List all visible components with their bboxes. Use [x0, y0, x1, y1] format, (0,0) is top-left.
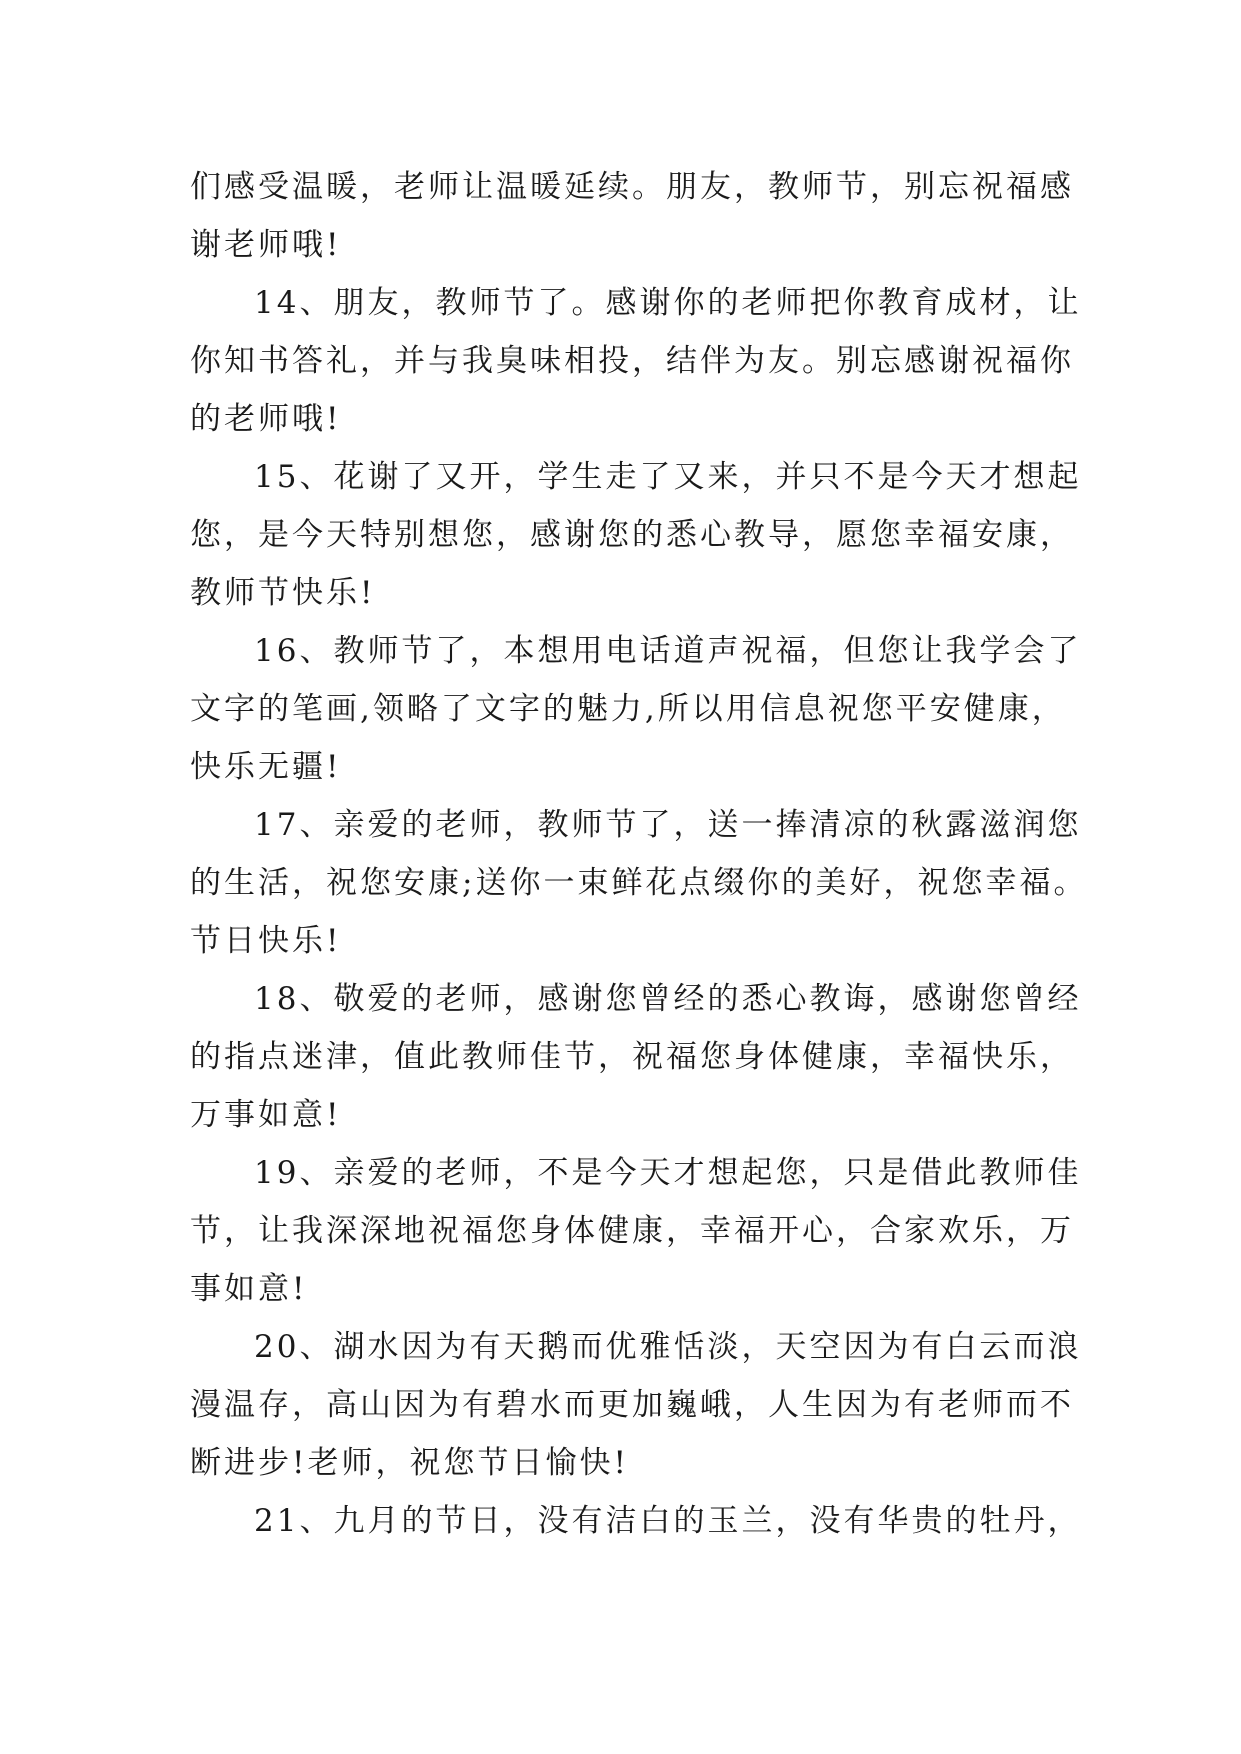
text-line: 20、湖水因为有天鹅而优雅恬淡，天空因为有白云而浪	[254, 1329, 1082, 1365]
text-line: 万事如意!	[190, 1097, 342, 1133]
text-line: 的生活，祝您安康;送你一束鲜花点缀你的美好，祝您幸福。	[190, 865, 1088, 901]
text-line: 21、九月的节日，没有洁白的玉兰，没有华贵的牡丹，	[254, 1503, 1082, 1539]
text-line: 漫温存，高山因为有碧水而更加巍峨，人生因为有老师而不	[190, 1387, 1074, 1423]
text-line: 16、教师节了，本想用电话道声祝福，但您让我学会了	[254, 633, 1082, 669]
text-line: 15、花谢了又开，学生走了又来，并只不是今天才想起	[254, 459, 1082, 495]
text-line: 谢老师哦!	[190, 227, 342, 263]
text-line: 节，让我深深地祝福您身体健康，幸福开心，合家欢乐，万	[190, 1213, 1074, 1249]
text-line: 您，是今天特别想您，感谢您的悉心教导，愿您幸福安康，	[190, 517, 1074, 553]
text-line: 节日快乐!	[190, 923, 342, 959]
text-line: 的指点迷津，值此教师佳节，祝福您身体健康，幸福快乐，	[190, 1039, 1074, 1075]
text-line: 快乐无疆!	[190, 749, 342, 785]
text-line: 们感受温暖，老师让温暖延续。朋友，教师节，别忘祝福感	[190, 169, 1074, 205]
text-line: 你知书答礼，并与我臭味相投，结伴为友。别忘感谢祝福你	[190, 343, 1074, 379]
text-line: 教师节快乐!	[190, 575, 376, 611]
text-line: 18、敬爱的老师，感谢您曾经的悉心教诲，感谢您曾经	[254, 981, 1082, 1017]
text-line: 17、亲爱的老师，教师节了，送一捧清凉的秋露滋润您	[254, 807, 1082, 843]
text-line: 事如意!	[190, 1271, 308, 1307]
text-line: 文字的笔画,领略了文字的魅力,所以用信息祝您平安健康，	[190, 691, 1066, 727]
document-body	[190, 158, 1088, 1550]
text-line: 断进步!老师，祝您节日愉快!	[190, 1445, 629, 1481]
text-line: 14、朋友，教师节了。感谢你的老师把你教育成材，让	[254, 285, 1082, 321]
text-line: 19、亲爱的老师，不是今天才想起您，只是借此教师佳	[254, 1155, 1082, 1191]
text-line: 的老师哦!	[190, 401, 342, 437]
